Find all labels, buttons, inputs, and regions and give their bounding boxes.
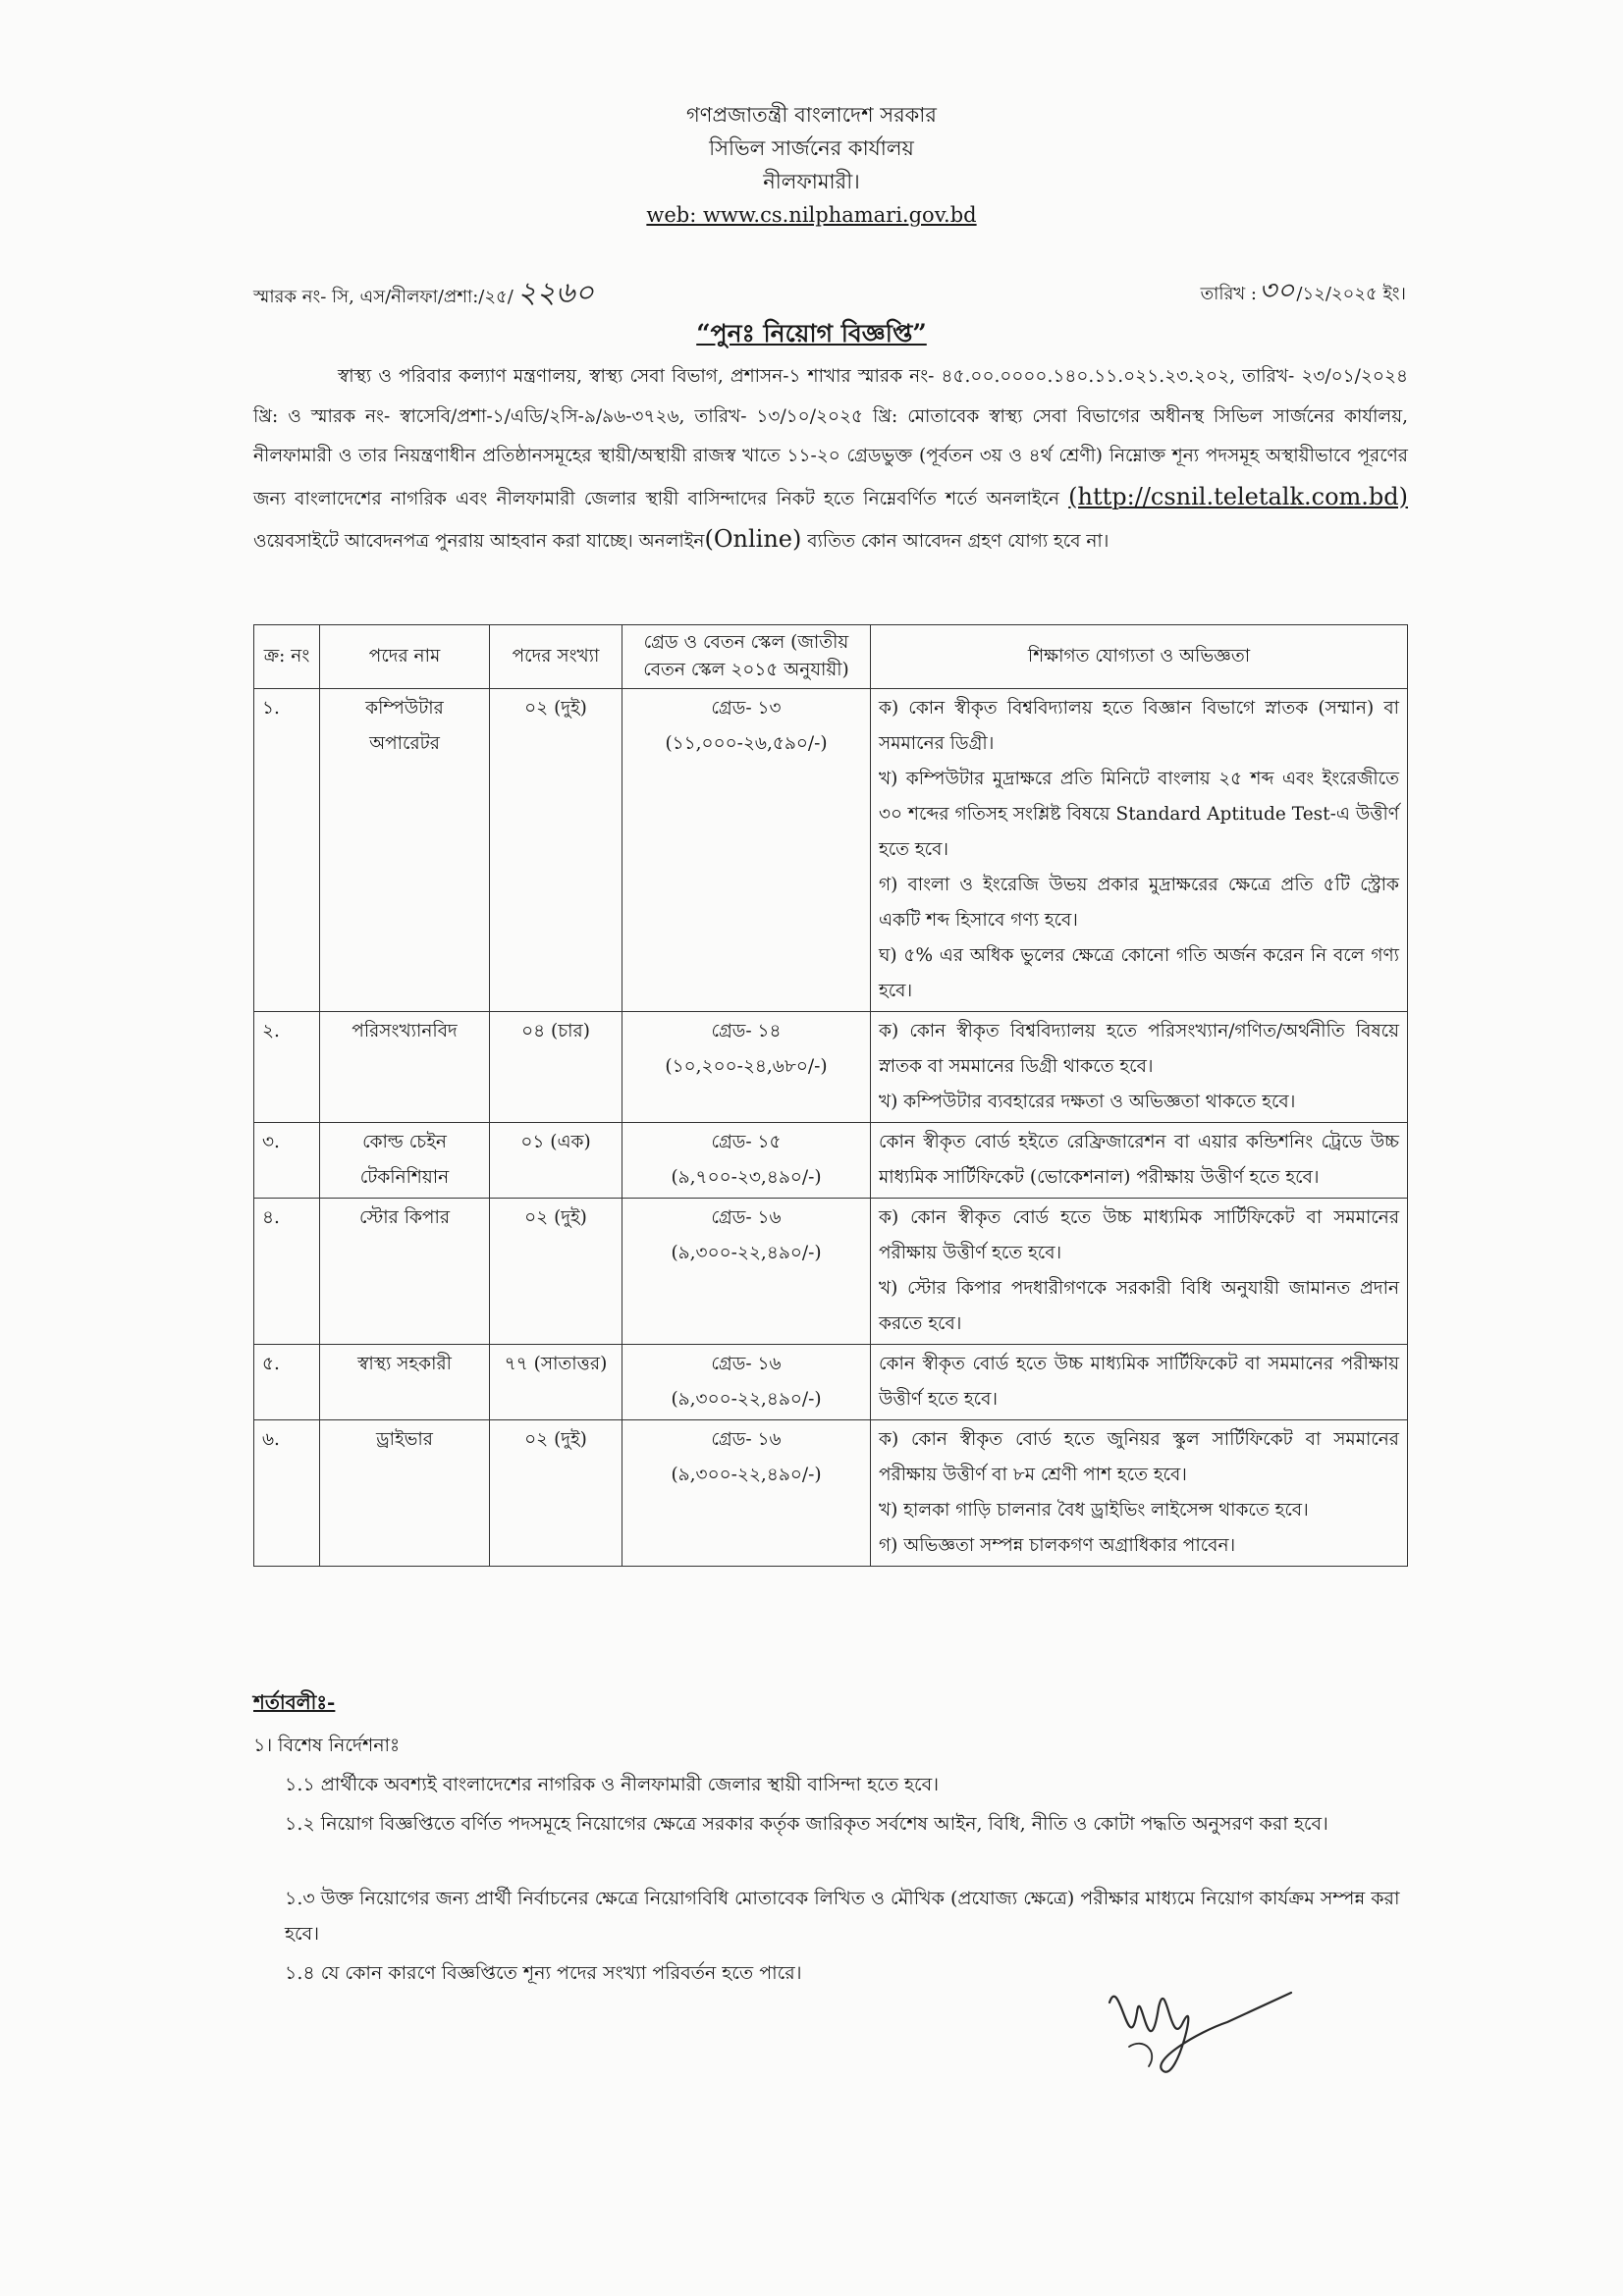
memo-date [1201, 269, 1406, 315]
condition-item: ১.২ নিয়োগ বিজ্ঞপ্তিতে বর্ণিত পদসমূহে নিয়োগের ক্ষেত্রে সরকার কর্তৃক জারিকৃত সর্বশেষ আইন, বিধি, নীতি ও কোটা পদ্ধতি অনুসরণ করা হবে। [285, 1813, 1328, 1835]
header-qualification: শিক্ষাগত যোগ্যতা ও অভিজ্ঞতা [871, 625, 1408, 689]
online-word: (Online) [704, 525, 802, 553]
conditions-title: শর্তাবলীঃ- [253, 1690, 336, 1714]
qualification-line: কোন স্বীকৃত বোর্ড হইতে রেফ্রিজারেশন বা এয়ার কন্ডিশনিং ট্রেডে উচ্চ মাধ্যমিক সার্টিফিকেট (ভোকেশনাল) পরীক্ষায় উত্তীর্ণ হতে হবে। [879, 1132, 1399, 1188]
qualification-line: খ) কম্পিউটার ব্যবহারের দক্ষতা ও অভিজ্ঞতা থাকতে হবে। [879, 1092, 1296, 1112]
qualification-line: ক) কোন স্বীকৃত বিশ্ববিদ্যালয় হতে বিজ্ঞান বিভাগে স্নাতক (সম্মান) বা সমমানের ডিগ্রী। [879, 698, 1399, 754]
row-grade-scale [622, 1199, 871, 1345]
row-post-name: স্বাস্থ্য সহকারী [320, 1345, 490, 1420]
intro-part1: স্বাস্থ্য ও পরিবার কল্যাণ মন্ত্রণালয়, স্বাস্থ্য সেবা বিভাগ, প্রশাসন-১ শাখার স্মারক নং- ৪৫.০০.০০০০.১৪০.১১.০২১.২৩.২০২, তারিখ- ২৩/০১/২০২৪ খ্রি: ও স্মারক নং- স্বাসেবি/প্রশা-১/এডি/২সি-৯/৯৬-৩৭২৬, তারিখ- ১৩/১০/২০২৫ খ্রি: মোতাবেক স্বাস্থ্য সেবা বিভাগের অধীনস্থ সিভিল সার্জনের কার্যালয়, নীলফামারী ও তার নিয়ন্ত্রণাধীন প্রতিষ্ঠানসমূহের স্থায়ী/অস্থায়ী রাজস্ব খাতে ১১-২০ গ্রেডভুক্ত (পূর্বতন ৩য় ও ৪র্থ শ্রেণী) নিম্নোক্ত শূন্য পদসমূহ অস্থায়ীভাবে পূরণের জন্য বাংলাদেশের নাগরিক এবং নীলফামারী জেলার স্থায়ী বাসিন্দাদের নিকট হতে নিম্নেবর্ণিত শর্তে অনলাইনে [253, 366, 1408, 509]
row-qualification [871, 1420, 1408, 1567]
row-grade-scale [622, 1012, 871, 1123]
row-grade-scale [622, 1420, 871, 1567]
district-name: নীলফামারী। [763, 170, 860, 193]
qualification-line: খ) স্টোর কিপার পদধারীগণকে সরকারী বিধি অনুযায়ী জামানত প্রদান করতে হবে। [879, 1278, 1399, 1334]
qualification-line: ক) কোন স্বীকৃত বিশ্ববিদ্যালয় হতে পরিসংখ্যান/গণিত/অর্থনীতি বিষয়ে স্নাতক বা সমমানের ডিগ্রী থাকতে হবে। [879, 1021, 1399, 1077]
website-link[interactable]: web: www.cs.nilphamari.gov.bd [646, 203, 977, 227]
row-post-name: কোল্ড চেইন টেকনিশিয়ান [320, 1123, 490, 1199]
qualification-line: ক) কোন স্বীকৃত বোর্ড হতে উচ্চ মাধ্যমিক সার্টিফিকেট বা সমমানের পরীক্ষায় উত্তীর্ণ হতে হবে। [879, 1207, 1399, 1263]
office-name: সিভিল সার্জনের কার্যালয় [709, 136, 914, 160]
row-grade: গ্রেড- ১৫ [711, 1132, 782, 1152]
row-post-name: পরিসংখ্যানবিদ [320, 1012, 490, 1123]
row-serial: ৩. [254, 1123, 320, 1199]
row-grade: গ্রেড- ১৬ [711, 1207, 782, 1228]
intro-part3: ব্যতিত কোন আবেদন গ্রহণ যোগ্য হবে না। [807, 531, 1109, 552]
row-grade-scale [622, 689, 871, 1012]
table-row [254, 689, 1408, 1012]
table-row [254, 1345, 1408, 1420]
row-pay-scale: (৯,৩০০-২২,৪৯০/-) [671, 1389, 822, 1410]
row-serial: ১. [254, 689, 320, 1012]
signature-icon [1090, 1953, 1306, 2091]
government-name: গণপ্রজাতন্ত্রী বাংলাদেশ সরকার [686, 103, 937, 127]
header-post-name: পদের নাম [320, 625, 490, 689]
row-serial: ৫. [254, 1345, 320, 1420]
qualification-line: ঘ) ৫% এর অধিক ভুলের ক্ষেত্রে কোনো গতি অর্জন করেন নি বলে গণ্য হবে। [879, 945, 1399, 1001]
row-post-count: ০৪ (চার) [490, 1012, 622, 1123]
row-grade: গ্রেড- ১৬ [711, 1429, 782, 1450]
row-qualification [871, 1012, 1408, 1123]
row-pay-scale: (৯,৭০০-২৩,৪৯০/-) [671, 1167, 822, 1188]
table-row [254, 1420, 1408, 1567]
qualification-line: খ) কম্পিউটার মুদ্রাক্ষরে প্রতি মিনিটে বাংলায় ২৫ শব্দ এবং ইংরেজীতে ৩০ শব্দের গতিসহ সংশ্লিষ্ট বিষয়ে Standard Aptitude Test-এ উত্তীর্ণ হতে হবে। [879, 769, 1399, 860]
table-row [254, 1123, 1408, 1199]
intro-paragraph [253, 357, 1408, 562]
row-grade-scale [622, 1123, 871, 1199]
row-qualification [871, 1345, 1408, 1420]
application-url[interactable]: (http://csnil.teletalk.com.bd) [1068, 482, 1408, 510]
date-label: তারিখ : [1200, 284, 1257, 304]
row-grade: গ্রেড- ১৩ [711, 698, 782, 719]
table-header-row [254, 625, 1408, 689]
row-serial: ৬. [254, 1420, 320, 1567]
posts-table [253, 624, 1408, 1567]
row-qualification [871, 1199, 1408, 1345]
qualification-line: কোন স্বীকৃত বোর্ড হতে উচ্চ মাধ্যমিক সার্টিফিকেট বা সমমানের পরীক্ষায় উত্তীর্ণ হতে হবে। [879, 1354, 1399, 1410]
row-qualification [871, 1123, 1408, 1199]
row-grade: গ্রেড- ১৪ [711, 1021, 782, 1041]
date-day-handwritten: ৩০ [1259, 274, 1295, 306]
row-pay-scale: (১১,০০০-২৬,৫৯০/-) [665, 733, 828, 754]
row-qualification [871, 689, 1408, 1012]
row-grade-scale [622, 1345, 871, 1420]
row-pay-scale: (১০,২০০-২৪,৬৮০/-) [665, 1056, 828, 1077]
row-post-name: স্টোর কিপার [320, 1199, 490, 1345]
table-row [254, 1199, 1408, 1345]
header-post-count: পদের সংখ্যা [490, 625, 622, 689]
row-grade: গ্রেড- ১৬ [711, 1354, 782, 1374]
header-serial: ক্র: নং [254, 625, 320, 689]
qualification-line: গ) বাংলা ও ইংরেজি উভয় প্রকার মুদ্রাক্ষরের ক্ষেত্রে প্রতি ৫টি স্ট্রোক একটি শব্দ হিসাবে গণ্য হবে। [879, 875, 1399, 931]
condition-item: ১.১ প্রার্থীকে অবশ্যই বাংলাদেশের নাগরিক ও নীলফামারী জেলার স্থায়ী বাসিন্দা হতে হবে। [285, 1774, 939, 1795]
memo-handwritten-number: ২২৬০ [516, 276, 594, 310]
memo-row [253, 263, 1406, 310]
table-body [254, 689, 1408, 1567]
condition-section-1: ১। বিশেষ নির্দেশনাঃ [253, 1735, 401, 1756]
row-pay-scale: (৯,৩০০-২২,৪৯০/-) [671, 1465, 822, 1485]
row-serial: ৪. [254, 1199, 320, 1345]
qualification-line: গ) অভিজ্ঞতা সম্পন্ন চালকগণ অগ্রাধিকার পাবেন। [879, 1535, 1236, 1556]
letterhead [0, 98, 1623, 232]
memo-number [253, 269, 594, 319]
qualification-line: খ) হালকা গাড়ি চালনার বৈধ ড্রাইভিং লাইসেন্স থাকতে হবে। [879, 1500, 1309, 1521]
row-post-count: ০২ (দুই) [490, 689, 622, 1012]
memo-prefix: স্মারক নং- সি, এস/নীলফা/প্রশা:/২৫/ [253, 287, 514, 307]
row-post-count: ০১ (এক) [490, 1123, 622, 1199]
qualification-line: ক) কোন স্বীকৃত বোর্ড হতে জুনিয়র স্কুল সার্টিফিকেট বা সমমানের পরীক্ষায় উত্তীর্ণ বা ৮ম শ্রেণী পাশ হতে হবে। [879, 1429, 1399, 1485]
header-grade-scale: গ্রেড ও বেতন স্কেল (জাতীয় বেতন স্কেল ২০১৫ অনুযায়ী) [622, 625, 871, 689]
notice-title: “পুনঃ নিয়োগ বিজ্ঞপ্তি” [696, 319, 927, 347]
row-post-count: ০২ (দুই) [490, 1199, 622, 1345]
row-post-count: ৭৭ (সাতাত্তর) [490, 1345, 622, 1420]
row-post-name: ড্রাইভার [320, 1420, 490, 1567]
condition-item: ১.৩ উক্ত নিয়োগের জন্য প্রার্থী নির্বাচনের ক্ষেত্রে নিয়োগবিধি মোতাবেক লিখিত ও মৌখিক (প্রযোজ্য ক্ষেত্রে) পরীক্ষার মাধ্যমে নিয়োগ কার্যক্রম সম্পন্ন করা হবে। [285, 1888, 1400, 1945]
date-rest: /১২/২০২৫ ইং। [1296, 284, 1406, 304]
row-pay-scale: (৯,৩০০-২২,৪৯০/-) [671, 1243, 822, 1263]
condition-item: ১.৪ যে কোন কারণে বিজ্ঞপ্তিতে শূন্য পদের সংখ্যা পরিবর্তন হতে পারে। [285, 1962, 802, 1984]
intro-part2: ওয়েবসাইটে আবেদনপত্র পুনরায় আহবান করা যাচ্ছে। অনলাইন [253, 531, 705, 552]
row-post-name: কম্পিউটার অপারেটর [320, 689, 490, 1012]
table-row [254, 1012, 1408, 1123]
row-serial: ২. [254, 1012, 320, 1123]
row-post-count: ০২ (দুই) [490, 1420, 622, 1567]
